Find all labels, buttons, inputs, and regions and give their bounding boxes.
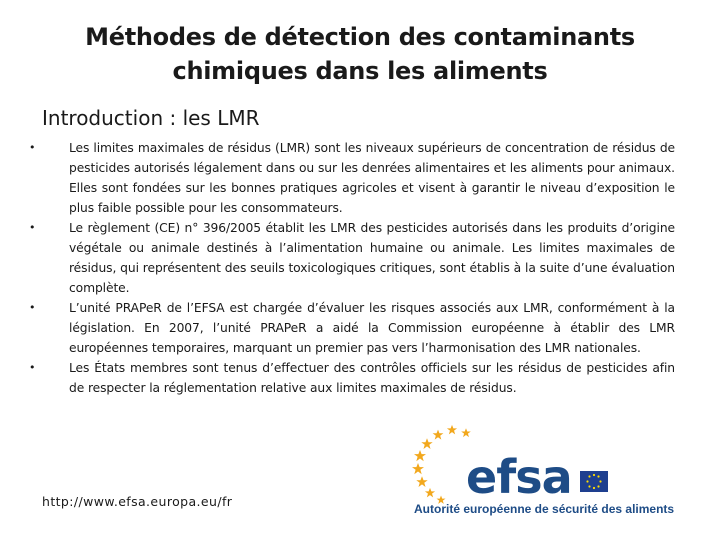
bullet-list (29, 138, 675, 398)
bullet-text: Les États membres sont tenus d’effectuer des contrôles officiels sur les résidus de pesticides afin de respecter la réglementation relative aux limites maximales de résidus. (69, 361, 675, 395)
slide-title-line-1: Méthodes de détection des contaminants (85, 23, 635, 51)
bullet-text: Les limites maximales de résidus (LMR) sont les niveaux supérieurs de concentration de résidus de pesticides autorisés légalement dans ou sur les denrées alimentaires et les aliments pour animaux. Elles sont fondées sur les bonnes pratiques agricoles et visent à garantir le niveau d’exposition le plus faible possible pour les consommateurs. (69, 141, 675, 215)
bullet-icon: • (29, 361, 36, 374)
bullet-text: Le règlement (CE) n° 396/2005 établit les LMR des pesticides autorisés dans les produits d’origine végétale ou animale destinés à l’alimentation humaine ou animale. Les limites maximales de résidus, qui représentent des seuils toxicologiques critiques, sont établis à la suite d’une évaluation complète. (69, 221, 675, 295)
bullet-icon: • (29, 141, 36, 154)
bullet-item (29, 358, 675, 398)
efsa-tagline: Autorité européenne de sécurité des aliments (414, 502, 675, 516)
eu-flag-icon (580, 471, 608, 492)
bullet-icon: • (29, 221, 36, 234)
efsa-wordmark: efsa (466, 450, 572, 504)
bullet-item (29, 138, 675, 218)
slide-title-line-2: chimiques dans les aliments (172, 57, 548, 85)
bullet-item (29, 298, 675, 358)
efsa-link[interactable]: http://www.efsa.europa.eu/fr (42, 494, 233, 509)
slide-title (40, 20, 680, 88)
slide-subtitle: Introduction : les LMR (42, 106, 260, 130)
bullet-text: L’unité PRAPeR de l’EFSA est chargée d’évaluer les risques associés aux LMR, conformément à la législation. En 2007, l’unité PRAPeR a aidé la Commission européenne à établir des LMR européennes temporaires, marquant un premier pas vers l’harmonisation des LMR nationales. (69, 301, 675, 355)
bullet-icon: • (29, 301, 36, 314)
star-arc-icon (412, 425, 471, 504)
bullet-item (29, 218, 675, 298)
